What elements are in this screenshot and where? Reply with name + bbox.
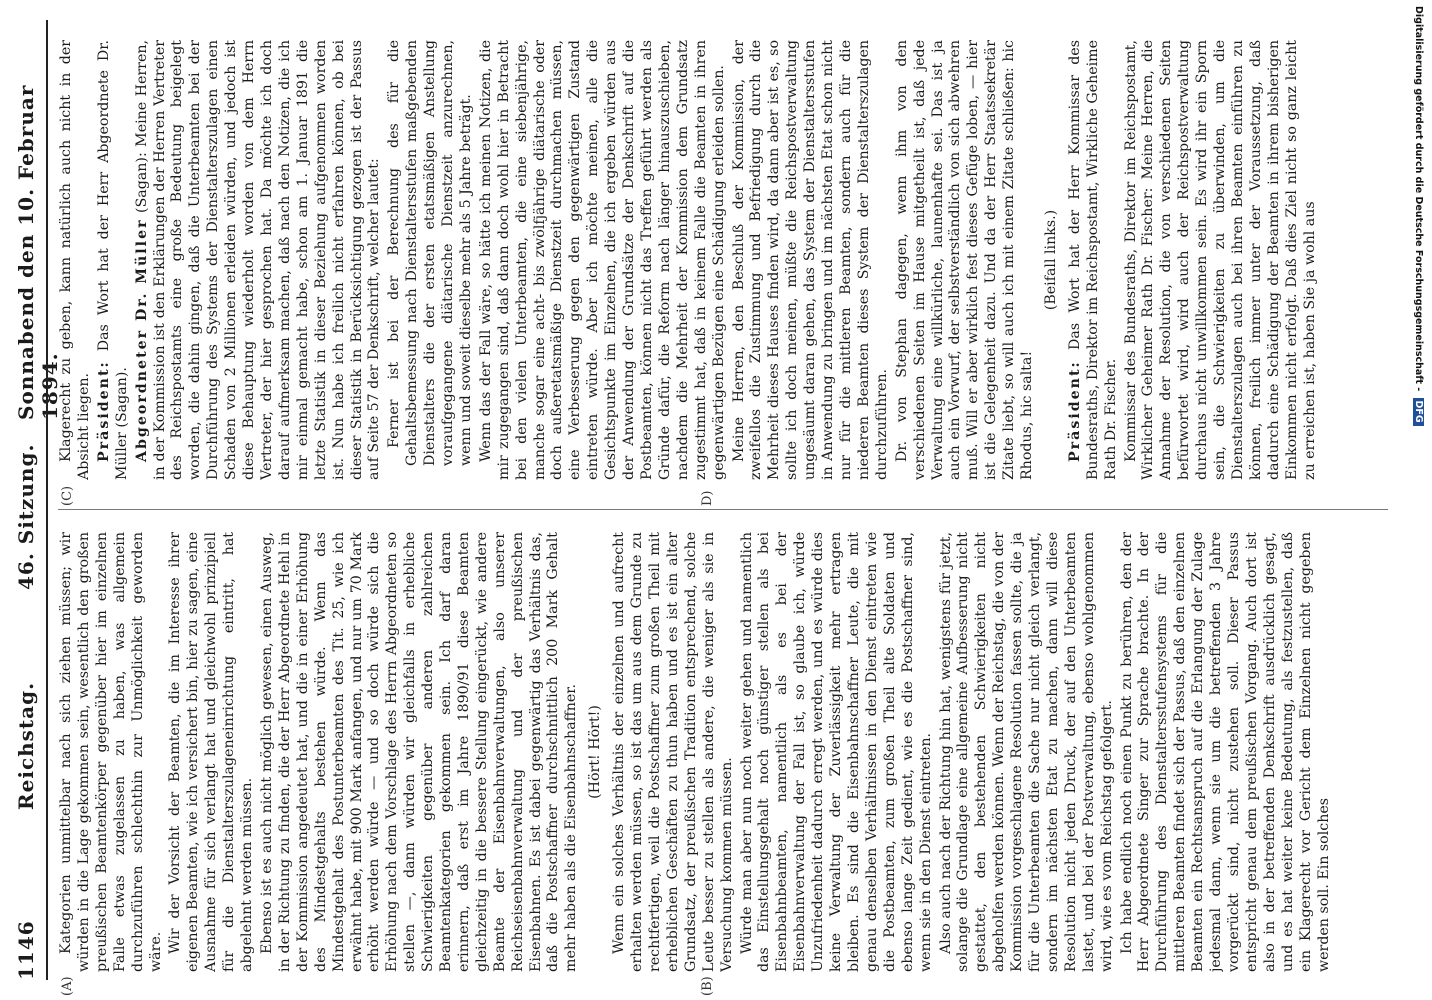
- paragraph: Würde man aber nun noch weiter gehen und namentlich das Einstellungsgehalt noch günstiger stellen als bei Eisenbahnbeamten, namentlich als es bei der Eisenbahnverwaltung der Fall ist, so glaube ich, würde Unzufriedenheit dadurch erregt werden, und es würde dies keine Verwaltung der Zuverlässigkeit mehr ertragen bleiben. Es sind die Eisenbahnschaffner Leute, die mit genau denselben Verhältnissen in den Dienst eintreten wie die Postbeamten, zum großen Theil alte Soldaten und ebenso lange Zeit gedient, wie es die Postschaffner sind, wenn sie in den Dienst eintreten.: [738, 532, 934, 972]
- paragraph: Klagerecht zu geben, kann natürlich auch nicht in der Absicht liegen.: [58, 40, 92, 480]
- paragraph: Meine Herren, den Beschluß der Kommission, der zweifellos die Zustimmung und Befriedigung durch die Mehrheit dieses Hauses finden wird, da dann aber ist es, so sollte ich doch meinen, müßte die Reichspostverwaltung ungesäumt daran gehen, das System der Dienstaltersstufen in Anwendung zu bringen und im nächsten Etat schon nicht nur für die mittleren Beamten, sondern auch für die niederen Beamten dieses System der Dienstalterszulagen durchzuführen.: [730, 40, 890, 480]
- left-column: [58, 532, 1388, 972]
- paragraph: Dr. von Stephan dagegen, wenn ihm von den verschiedenen Seiten im Hause mitgetheilt ist, daß jede Verwaltung eine willkürliche, launenhafte sei. Das ist ja auch ein Vorwurf, der selbstverständlich von sich abwehren muß. Will er aber wirklich fest dieses Gefüge loben, — hier ist die Gelegenheit dazu. Und da der Herr Staatssekretär Zitate liebt, so will auch ich mit einem Zitate schließen: hic Rhodus, hic salta!: [893, 40, 1036, 480]
- paragraph: Wenn ein solches Verhältnis der einzelnen und aufrecht erhalten werden müssen, so ist das um aus dem Grunde zu rechtfertigen, weil die Postschaffner zum großen Theil mit erheblichen Geschäften zu thun haben und es ist ein alter Grundsatz, der preußischen Tradition entsprechend, solche Leute besser zu stellen als andere, die weniger als sie in Versuchung kommen müssen.: [611, 532, 735, 972]
- header-house: Reichstag.: [14, 681, 38, 810]
- president-text: Das Wort hat der Herr Kommissar des Bundesraths, Direktor im Reichspostamt, Wirkliche Geheime Rath Dr. Fischer.: [1066, 40, 1119, 480]
- speaker-statement: [134, 40, 385, 480]
- dfg-logo: DFG: [1413, 398, 1424, 426]
- header-date: Sonnabend den 10. Februar 1894.: [14, 84, 62, 420]
- paragraph: Kommissar des Bundesraths, Direktor im Reichspostamt, Wirklicher Geheimer Rath Dr. Fischer: Meine Herren, die Annahme der Resolution, die von verschiedenen Seiten befürwortet wird, wird auch der Reichspostverwaltung durchaus nicht unwillkommen sein. Es wird ihr ein Sporn sein, die Schwierigkeiten zu überwinden, um die Dienstalterszulagen auch bei ihren Beamten einführen zu können, freilich immer unter der Voraussetzung, daß dadurch eine Schädigung der Beamten in ihrem bisherigen Einkommen nicht erfolgt. Daß dies Ziel nicht so ganz leicht zu erreichen ist, haben Sie ja wohl aus: [1122, 40, 1318, 480]
- interjection: (Hört! Hört!): [587, 705, 604, 799]
- president-statement: [1067, 40, 1121, 480]
- margin-marker-c: (C): [60, 485, 75, 506]
- paragraph: Ich habe endlich noch einen Punkt zu berühren, den der Herr Abgeordnete Singer zur Sprache brachte. In der Durchführung des Dienstaltersstufensystems für die mittleren Beamten findet sich der Passus, daß den einzelnen Beamten ein Rechtsanspruch auf die Erlangung der Zulage jedesmal dann, wenn sie um die betreffenden 3 Jahre vorgerückt sind, nicht zustehen soll. Dieser Passus entspricht genau dem preußischen Vorgang. Auch dort ist also in der betreffenden Denkschrift ausdrücklich gesagt, und es hat weiter keine Bedeutung, als festzustellen, daß ein Klagerecht vor Gericht dem Einzelnen nicht gegeben werden soll. Ein solches: [1118, 532, 1332, 972]
- paragraph: Kategorien unmittelbar nach sich ziehen müssen; wir würden in die Lage gekommen sein, wesentlich den großen preußischen Beamtenkörper gegenüber hier im einzelnen Falle etwas zugelassen zu haben, was allgemein durchzuführen schlechthin zur Unmöglichkeit geworden wäre.: [58, 532, 164, 972]
- applause: (Beifall links.): [1042, 209, 1059, 311]
- president-label: Präsident:: [1066, 360, 1083, 462]
- margin-marker-a: (A): [60, 976, 75, 996]
- president-statement: [96, 40, 132, 480]
- paragraph: Wenn das der Fall wäre, so hätte ich meinen Notizen, die mir zugegangen sind, daß dann doch wohl hier in Betracht bei den vielen Unterbeamten, die eine siebenjährige, manche sogar eine acht- bis zwölfjährige diätarische oder doch außeretatsmäßige Dienstzeit durchmachen müssen, eine Verbesserung gegen den gegenwärtigen Zustand eintreten würde. Aber ich möchte meinen, alle die Gesichtspunkte im Einzelnen, die ich ergeben würden aus der Anwendung der Grundsätze der Denkschrift auf die Postbeamten, können nicht das Treffen geführt werden als Gründe dafür, die Reform nach länger hinauszuschieben, nachdem die Mehrheit der Kommission dem Grundsatz zugestimmt hat, daß in keinem Falle die Beamten in ihren gegenwärtigen Bezügen eine Schädigung erleiden sollen.: [477, 40, 727, 480]
- speaker-label: Abgeordneter Dr. Müller: [133, 218, 150, 462]
- president-label: Präsident:: [95, 360, 112, 462]
- credit-text: Digitalisierung gefördert durch die Deutsche Forschungsgemeinschaft -: [1413, 6, 1424, 392]
- president-text: Das Wort hat der Herr Abgeordnete Dr. Müller (Sagan).: [95, 40, 130, 480]
- margin-marker-d: D): [700, 490, 715, 506]
- right-column: [58, 40, 1388, 480]
- page-number: 1146: [14, 920, 38, 980]
- margin-marker-b: (B): [700, 976, 715, 996]
- speaker-text: (Sagan): Meine Herren, in der Kommission ist den Erklärungen der Herren Vertreter des Reichspostamts eine große Bedeutung beigelegt worden, die dahin gingen, daß die Unterbeamten bei der Durchführung des Systems der Dienstalterszulagen einen Schaden von 2 Millionen erleiden würden, und jedoch ist diese Behauptung wiederholt worden von dem Herrn Vertreter, der hier gesprochen hat. Da möchte ich doch darauf aufmerksam machen, daß nach den Notizen, die ich mir einmal gemacht habe, schon am 1. Januar 1891 die letzte Statistik in dieser Beziehung aufgenommen worden ist. Nun habe ich freilich nicht erfahren können, ob bei dieser Statistik in Berücksichtigung gezogen ist der Passus auf Seite 57 der Denkschrift, welcher lautet:: [133, 40, 383, 480]
- page-header: [6, 20, 62, 980]
- quote: Ferner ist bei der Berechnung des für die Gehaltsbemessung nach Dienstaltersstufen maßgebenden Dienstalters die der ersten etatsmäßigen Anstellung voraufgegangene diätarische Dienstzeit anzurechnen, wenn und soweit dieselbe mehr als 5 Jahre beträgt.: [386, 40, 474, 466]
- header-rule: [46, 20, 48, 980]
- paragraph: Ebenso ist es auch nicht möglich gewesen, einen Ausweg, in der Richtung zu finden, die der Herr Abgeordnete Hehl in der Kommission angedeutet hat, und die in einer Erhöhung des Mindestgehalts bestehen würde. Wenn das Mindestgehalt des Postunterbeamten des Tit. 25, wie ich erwähnt habe, mit 900 Mark anfangen, und nur um 70 Mark erhöht werden würde — und so doch würde sich die Erhöhung nach dem Vorschlage des Herrn Abgeordneten so stellen —, dann würden wir gleichfalls in erhebliche Schwierigkeiten gegenüber anderen zahlreichen Beamtenkategorien gekommen sein. Ich darf daran erinnern, daß erst im Jahre 1890/91 diese Beamten gleichzeitig in die bessere Stellung eingerückt, wie andere Beamte der Eisenbahnverwaltungen, also unserer Reichseisenbahnverwaltung und der preußischen Eisenbahnen. Es ist dabei gegenwärtig das Verhältnis das, daß die Postschaffner durchschnittlich 200 Mark Gehalt mehr haben als die Eisenbahnschaffner.: [258, 532, 580, 972]
- paragraph: Also auch nach der Richtung hin hat, wenigstens für jetzt, solange die Grundlage eine allgemeine Aufbesserung nicht gestattet, den bestehenden Schwierigkeiten nicht abgeholfen werden können. Wenn der Reichstag, die von der Kommission vorgeschlagene Resolution fassen sollte, die ja für die Unterbeamten die Sache nur nicht gleich verlangt, sondern im nächsten Etat zu machen, dann will diese Resolution nicht jeden Druck, der auf den Unterbeamten lastet, und bei der Postverwaltung, ebenso wohlgenommen wird, wie es vom Reichstag gefolgert.: [937, 532, 1115, 972]
- digitization-credit: [1408, 0, 1430, 1000]
- header-session: 46. Sitzung.: [14, 443, 38, 590]
- column-divider: [58, 509, 1388, 510]
- paragraph: Wir der Vorsicht der Beamten, die im Interesse ihrer eigenen Beamten, wie ich versichert bin, hier zu sagen, eine Ausnahme für sich verlangt hat und gleichwohl prinzipiell für die Dienstalterszulageneinrichtung eintritt, hat abgelehnt werden müssen.: [167, 532, 256, 972]
